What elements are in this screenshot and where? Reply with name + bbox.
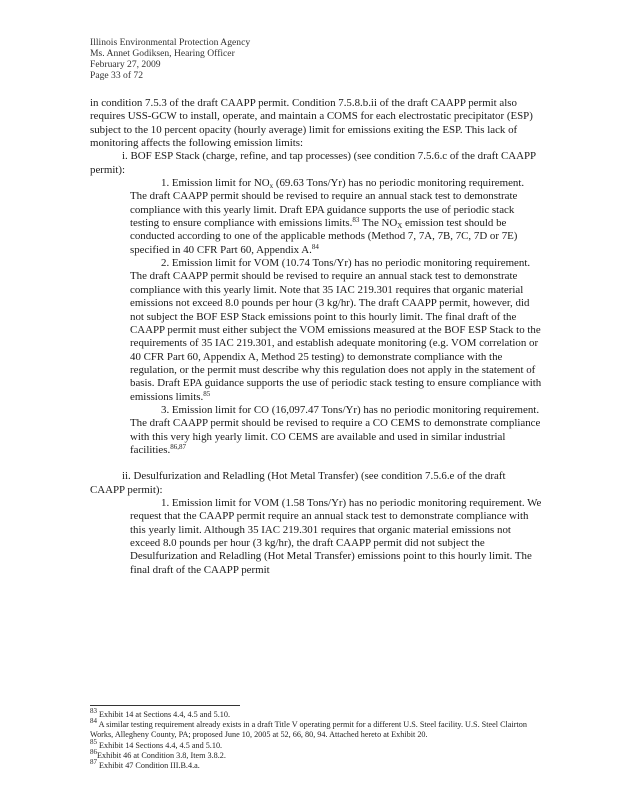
footnote-87: $^{87}$ Exhibit 47 Condition III.B.4.a. [90,758,200,771]
header-date: February 27, 2009 [90,59,161,70]
footnote-divider [90,705,240,706]
document-body [90,97,542,577]
section-i-item-1: 1. Emission limit for $NO_x$ (69.63 Tons/Yr) has no periodic monitoring requirement. The draft CAAPP permit should be revised to require an annual stack test to demonstrate compliance with this yearly limit. Draft EPA guidance supports the use of periodic stack testing to ensure compliance with emissions limits.$^{83}$ The $NO_X$ emission test should be conducted according to one of the applicable methods (Method 7, 7A, 7B, 7C, 7D or 7E) specified in 40 CFR Part 60, Appendix A.$^{84}$ [130,177,525,256]
paragraph-intro: in condition 7.5.3 of the draft CAAPP permit. Condition 7.5.8.b.ii of the draft CAAPP permit also requires USS-GCW to install, operate, and maintain a COMS for each electrostatic precipitator (ESP) subject to the 10 percent opacity (hourly average) limit for emissions exiting the ESP. This lack of monitoring affects the following emission limits: [90,97,533,150]
header-page-number: Page 33 of 72 [90,70,144,81]
footnote-83: $^{83}$ Exhibit 14 at Sections 4.4, 4.5 and 5.10. [90,707,231,719]
section-i-item-3: 3. Emission limit for CO (16,097.47 Tons/Yr) has no periodic monitoring requirement. The draft CAAPP permit should be revised to require a CO CEMS to demonstrate compliance with this very high yearly limit. CO CEMS are available and used in similar industrial facilities.$^{86,87}$ [130,403,541,456]
footnote-86: $^{86}$Exhibit 46 at Condition 3.8, Item 3.8.2. [90,747,226,760]
header-agency: Illinois Environmental Protection Agency [90,37,251,48]
footnote-ref-85[interactable]: 85 [203,389,211,398]
footnote-84: $^{84}$ A similar testing requirement already exists in a draft Title V operating permit for a different U.S. Steel facility. U.S. Steel Clairton Works, Allegheny County, PA; proposed June 10, 2005 at 52, 66, 80, 94. Attached hereto at Exhibit 20. [90,717,527,740]
footnotes [90,707,542,771]
header-recipient: Ms. Annet Godiksen, Hearing Officer [90,48,235,59]
section-i-heading: i. BOF ESP Stack (charge, refine, and tap processes) (see condition 7.5.6.c of the draft CAAPP permit): [90,150,536,176]
section-i-item-2: 2. Emission limit for VOM (10.74 Tons/Yr) has no periodic monitoring requirement. The draft CAAPP permit should be revised to require an annual stack test to demonstrate compliance with this yearly limit. Note that 35 IAC 219.301 requires that organic material emissions not exceed 8.0 pounds per hour (3 kg/hr). The draft CAAPP permit, however, did not subject the BOF ESP Stack emissions point to this hourly limit. The final draft of the CAAPP permit must either subject the VOM emissions measured at the BOF ESP Stack to the requirements of 35 IAC 219.301, and establish adequate monitoring (e.g. VOM correlation or 40 CFR Part 60, Appendix A, Method 25 testing) to demonstrate compliance with the regulation, or the permit must describe why this regulation does not apply in the statement of basis. Draft EPA guidance supports the use of periodic stack testing to ensure compliance with emissions limits.$^{85}$ [130,257,542,403]
footnote-ref-84[interactable]: 84 [311,242,319,251]
section-ii-heading: ii. Desulfurization and Reladling (Hot Metal Transfer) (see condition 7.5.6.e of the draft CAAPP permit): [90,470,506,496]
footnote-ref-83[interactable]: 83 [352,216,360,225]
footnote-85: $^{85}$ Exhibit 14 Sections 4.4, 4.5 and 5.10. [90,737,223,750]
letter-header [90,37,250,81]
footnote-ref-86-87[interactable]: 86,87 [170,442,186,451]
paragraph-gap [90,457,542,470]
section-ii-item-1: 1. Emission limit for VOM (1.58 Tons/Yr) has no periodic monitoring requirement. We request that the CAAPP permit require an annual stack test to demonstrate compliance with this yearly limit. Although 35 IAC 219.301 requires that organic material emissions not exceed 8.0 pounds per hour (3 kg/hr), the draft CAAPP permit did not subject the Desulfurization and Reladling (Hot Metal Transfer) emissions point to this hourly limit. The final draft of the CAAPP permit [130,496,542,576]
